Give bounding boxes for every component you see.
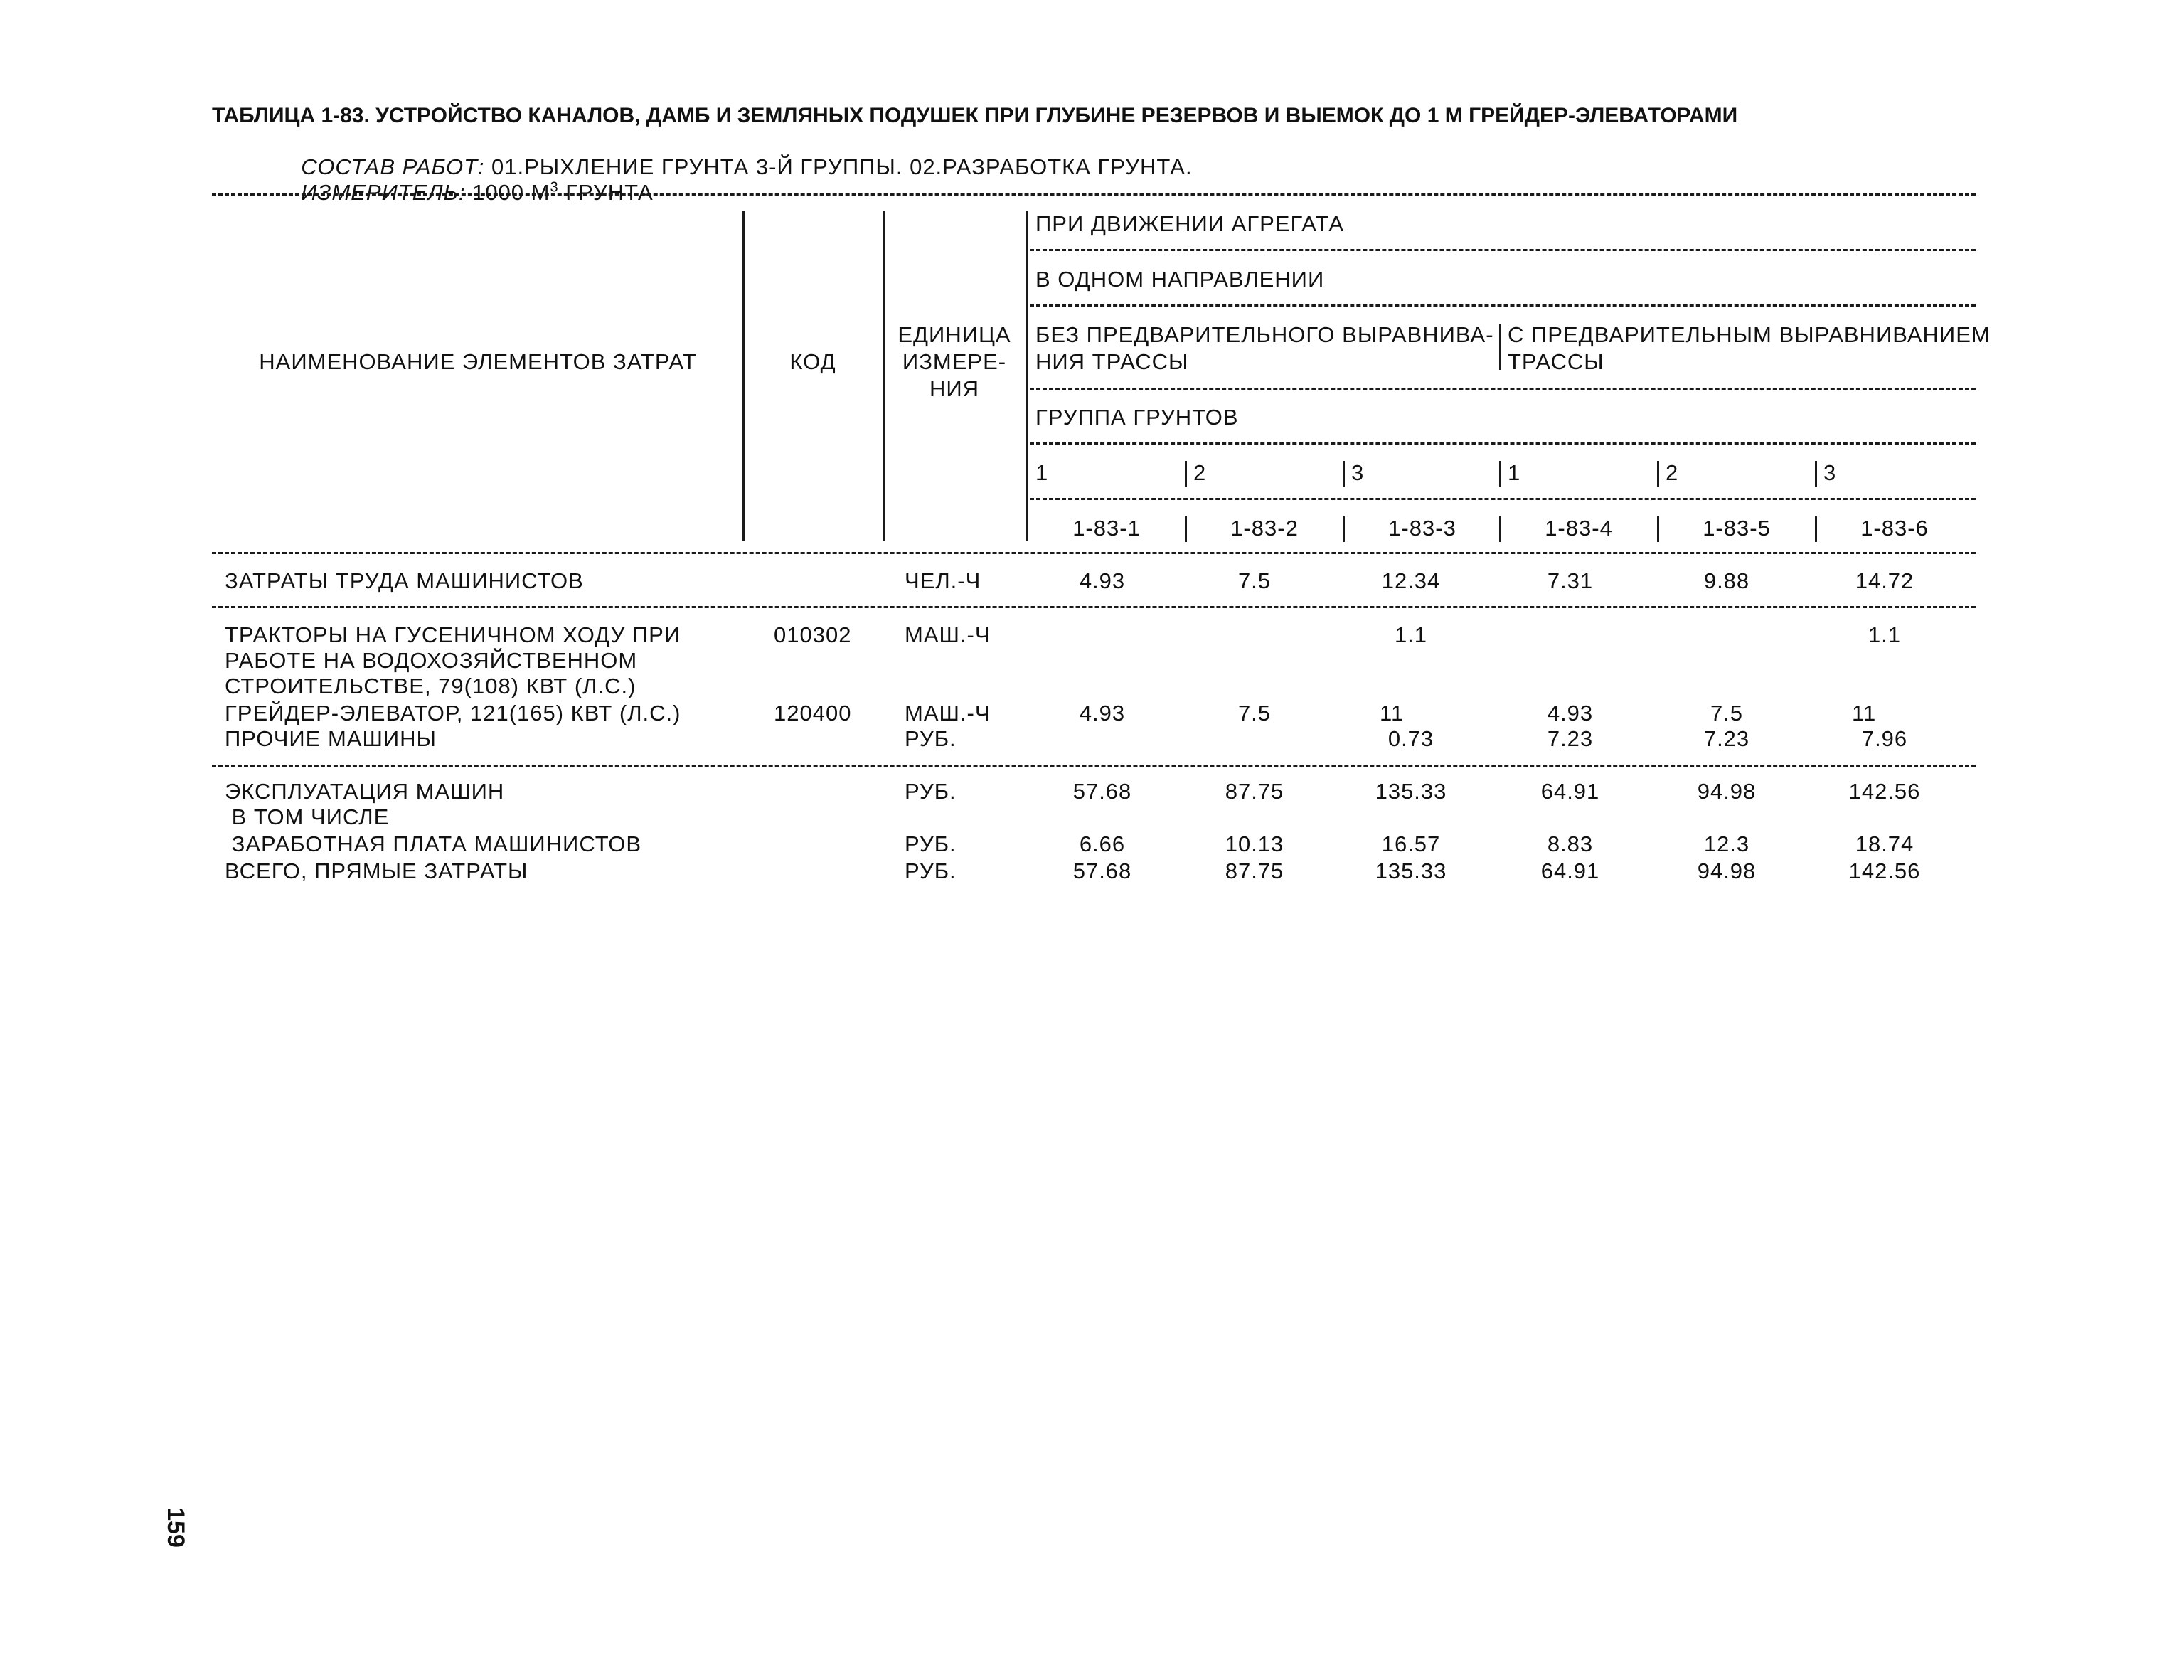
rule-machines (212, 765, 1976, 767)
divider-group-4 (1499, 461, 1501, 487)
row-value: 11 (1852, 701, 1877, 725)
header-unit-line-2: ИЗМЕРЕ- (902, 349, 1007, 374)
divider-code-5 (1657, 516, 1659, 542)
page-number: 159 (161, 1507, 189, 1548)
rule-header-bottom (212, 552, 1976, 554)
divider-alignment (1499, 324, 1501, 370)
header-unit-line-1: ЕДИНИЦА (897, 322, 1011, 347)
row-value: 7.23 (1547, 726, 1594, 751)
divider-code-3 (1343, 516, 1345, 542)
row-value: 142.56 (1848, 858, 1921, 883)
divider-group-3 (1343, 461, 1345, 487)
row-code: 010302 (774, 622, 852, 647)
header-name: НАИМЕНОВАНИЕ ЭЛЕМЕНТОВ ЗАТРАТ (259, 349, 697, 374)
row-value: 57.68 (1072, 779, 1132, 804)
row-name: ЭКСПЛУАТАЦИЯ МАШИН (225, 779, 505, 804)
measure-unit-sup: 3 (550, 179, 559, 196)
row-value: 14.72 (1855, 568, 1914, 593)
row-value: 18.74 (1855, 831, 1914, 856)
header-with-line-1: С ПРЕДВАРИТЕЛЬНЫМ ВЫРАВНИВАНИЕМ (1508, 322, 1991, 347)
header-without-line-1: БЕЗ ПРЕДВАРИТЕЛЬНОГО ВЫРАВНИВА- (1035, 322, 1494, 347)
rule-top (212, 193, 1976, 196)
row-value: 7.5 (1710, 701, 1744, 725)
rate-code: 1-83-5 (1703, 516, 1771, 541)
row-value: 0.73 (1387, 726, 1434, 751)
header-direction: В ОДНОМ НАПРАВЛЕНИИ (1035, 267, 1325, 292)
row-value: 135.33 (1375, 858, 1447, 883)
rate-code: 1-83-1 (1072, 516, 1141, 541)
divider-group-2 (1185, 461, 1187, 487)
measure-unit (287, 156, 654, 205)
divider-code-4 (1499, 516, 1501, 542)
group-number: 2 (1193, 460, 1207, 485)
row-value: 7.23 (1703, 726, 1750, 751)
row-value: 94.98 (1697, 858, 1757, 883)
rule-groups (1030, 498, 1976, 500)
row-unit: ЧЕЛ.-Ч (905, 568, 981, 593)
row-value: 87.75 (1225, 779, 1284, 804)
group-number: 1 (1508, 460, 1521, 485)
row-value: 7.5 (1237, 568, 1272, 593)
row-value: 12.3 (1703, 831, 1750, 856)
row-code: 120400 (774, 701, 852, 725)
measure-unit-value: 1000 М (472, 180, 550, 205)
row-unit: МАШ.-Ч (905, 701, 991, 725)
divider-unit-values (1026, 211, 1028, 541)
header-code: КОД (789, 349, 836, 374)
row-name: ВСЕГО, ПРЯМЫЕ ЗАТРАТЫ (225, 858, 528, 883)
rate-code: 1-83-6 (1860, 516, 1929, 541)
row-value: 7.96 (1861, 726, 1908, 751)
rule-movement (1030, 249, 1976, 251)
row-value: 64.91 (1540, 858, 1600, 883)
row-name: СТРОИТЕЛЬСТВЕ, 79(108) КВТ (Л.С.) (225, 674, 636, 698)
divider-group-5 (1657, 461, 1659, 487)
row-value: 135.33 (1375, 779, 1447, 804)
row-value: 4.93 (1547, 701, 1594, 725)
work-composition-text: 01.РЫХЛЕНИЕ ГРУНТА 3-Й ГРУППЫ. 02.РАЗРАБОТКА ГРУНТА. (491, 154, 1193, 179)
divider-name-code (742, 211, 745, 541)
rule-labor (212, 606, 1976, 608)
row-value: 9.88 (1703, 568, 1750, 593)
header-without-line-2: НИЯ ТРАССЫ (1035, 349, 1189, 374)
row-unit: РУБ. (905, 726, 957, 751)
group-number: 1 (1035, 460, 1049, 485)
divider-group-6 (1815, 461, 1817, 487)
work-composition-label: СОСТАВ РАБОТ: (301, 154, 485, 179)
header-with-line-2: ТРАССЫ (1508, 349, 1604, 374)
group-number: 3 (1351, 460, 1365, 485)
row-value: 8.83 (1547, 831, 1594, 856)
row-name: ЗАТРАТЫ ТРУДА МАШИНИСТОВ (225, 568, 584, 593)
row-unit: РУБ. (905, 858, 957, 883)
row-name: В ТОМ ЧИСЛЕ (225, 804, 390, 829)
row-name: ЗАРАБОТНАЯ ПЛАТА МАШИНИСТОВ (225, 831, 642, 856)
group-number: 3 (1823, 460, 1837, 485)
row-unit: РУБ. (905, 779, 957, 804)
row-unit: РУБ. (905, 831, 957, 856)
rate-code: 1-83-4 (1545, 516, 1613, 541)
rule-soil-group (1030, 442, 1976, 445)
row-value: 12.34 (1381, 568, 1441, 593)
row-value: 87.75 (1225, 858, 1284, 883)
row-value: 7.5 (1237, 701, 1272, 725)
row-value: 10.13 (1225, 831, 1284, 856)
header-movement: ПРИ ДВИЖЕНИИ АГРЕГАТА (1035, 211, 1345, 236)
row-name: ПРОЧИЕ МАШИНЫ (225, 726, 437, 751)
row-value: 1.1 (1394, 622, 1428, 647)
row-value: 1.1 (1868, 622, 1902, 647)
row-value: 7.31 (1547, 568, 1594, 593)
row-value: 16.57 (1381, 831, 1441, 856)
header-unit-line-3: НИЯ (929, 376, 980, 401)
table-title: ТАБЛИЦА 1-83. УСТРОЙСТВО КАНАЛОВ, ДАМБ И ЗЕМЛЯНЫХ ПОДУШЕК ПРИ ГЛУБИНЕ РЕЗЕРВОВ И ВЫЕМОК ДО 1 М ГРЕЙДЕР-ЭЛЕВАТОРАМИ (212, 104, 1738, 127)
measure-unit-label: ИЗМЕРИТЕЛЬ: (301, 180, 466, 205)
rate-code: 1-83-3 (1388, 516, 1456, 541)
rule-alignment (1030, 388, 1976, 390)
row-value: 64.91 (1540, 779, 1600, 804)
row-name: ГРЕЙДЕР-ЭЛЕВАТОР, 121(165) КВТ (Л.С.) (225, 701, 681, 725)
row-unit: МАШ.-Ч (905, 622, 991, 647)
rate-code: 1-83-2 (1230, 516, 1299, 541)
group-number: 2 (1666, 460, 1679, 485)
divider-code-2 (1185, 516, 1187, 542)
rule-direction (1030, 304, 1976, 307)
measure-unit-text: ГРУНТА (565, 180, 654, 205)
row-value: 57.68 (1072, 858, 1132, 883)
row-value: 142.56 (1848, 779, 1921, 804)
divider-code-unit (883, 211, 885, 541)
row-name: ТРАКТОРЫ НА ГУСЕНИЧНОМ ХОДУ ПРИ (225, 622, 681, 647)
row-value: 4.93 (1079, 701, 1126, 725)
header-soil-group: ГРУППА ГРУНТОВ (1035, 405, 1239, 430)
row-value: 6.66 (1079, 831, 1126, 856)
row-name: РАБОТЕ НА ВОДОХОЗЯЙСТВЕННОМ (225, 648, 638, 673)
row-value: 11 (1380, 701, 1405, 725)
row-value: 4.93 (1079, 568, 1126, 593)
row-value: 94.98 (1697, 779, 1757, 804)
divider-code-6 (1815, 516, 1817, 542)
